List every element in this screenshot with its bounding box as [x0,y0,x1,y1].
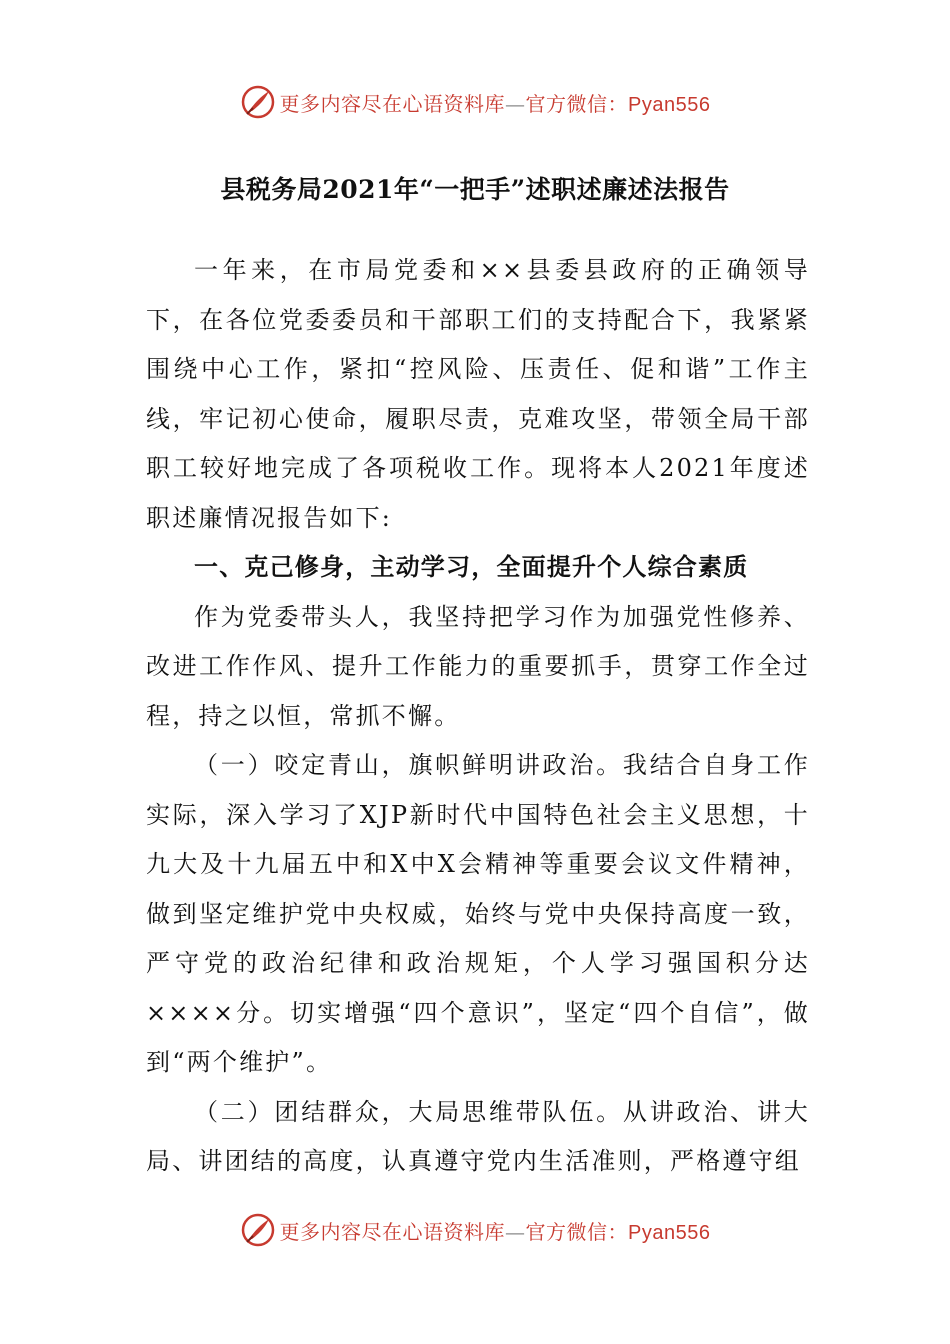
paragraph-section-1-intro: 作为党委带头人，我坚持把学习作为加强党性修养、改进工作作风、提升工作能力的重要抓手，贯穿工作全过程，持之以恒，常抓不懈。 [146,602,810,730]
quill-logo-icon [240,84,276,120]
watermark-wechat-id: Pyan556 [628,1221,711,1244]
watermark-header [0,82,950,122]
watermark-prefix: 更多内容尽在心语资料库 [279,91,506,116]
watermark-footer [0,1210,950,1250]
section-heading-1: 一、克己修身，主动学习，全面提升个人综合素质 [194,553,749,581]
quill-logo-icon [240,1212,276,1248]
paragraph-subsection-1: （一）咬定青山，旗帜鲜明讲政治。我结合自身工作实际，深入学习了XJP新时代中国特色社会主义思想，十九大及十九届五中和X中X会精神等重要会议文件精神，做到坚定维护党中央权威，始终与党中央保持高度一致，严守党的政治纪律和政治规矩，个人学习强国积分达××××分。切实增强“四个意识”，坚定“四个自信”，做到“两个维护”。 [146,751,810,1076]
watermark-prefix: 更多内容尽在心语资料库 [279,1219,506,1244]
paragraph-subsection-2: （二）团结群众，大局思维带队伍。从讲政治、讲大局、讲团结的高度，认真遵守党内生活准则，严格遵守组 [146,1097,810,1175]
paragraph-intro: 一年来，在市局党委和××县委县政府的正确领导下，在各位党委委员和干部职工们的支持配合下，我紧紧围绕中心工作，紧扣“控风险、压责任、促和谐”工作主线，牢记初心使命，履职尽责，克难攻坚，带领全局干部职工较好地完成了各项税收工作。现将本人2021年度述职述廉情况报告如下: [146,256,810,532]
watermark-suffix: 官方微信： [525,1219,629,1244]
document-title: 县税务局2021年“一把手”述职述廉述法报告 [220,175,730,204]
watermark-suffix: 官方微信： [525,91,629,116]
watermark-separator: — [505,1219,526,1244]
watermark-wechat-id: Pyan556 [628,93,711,116]
document-body [146,246,810,1187]
watermark-separator: — [505,91,526,116]
